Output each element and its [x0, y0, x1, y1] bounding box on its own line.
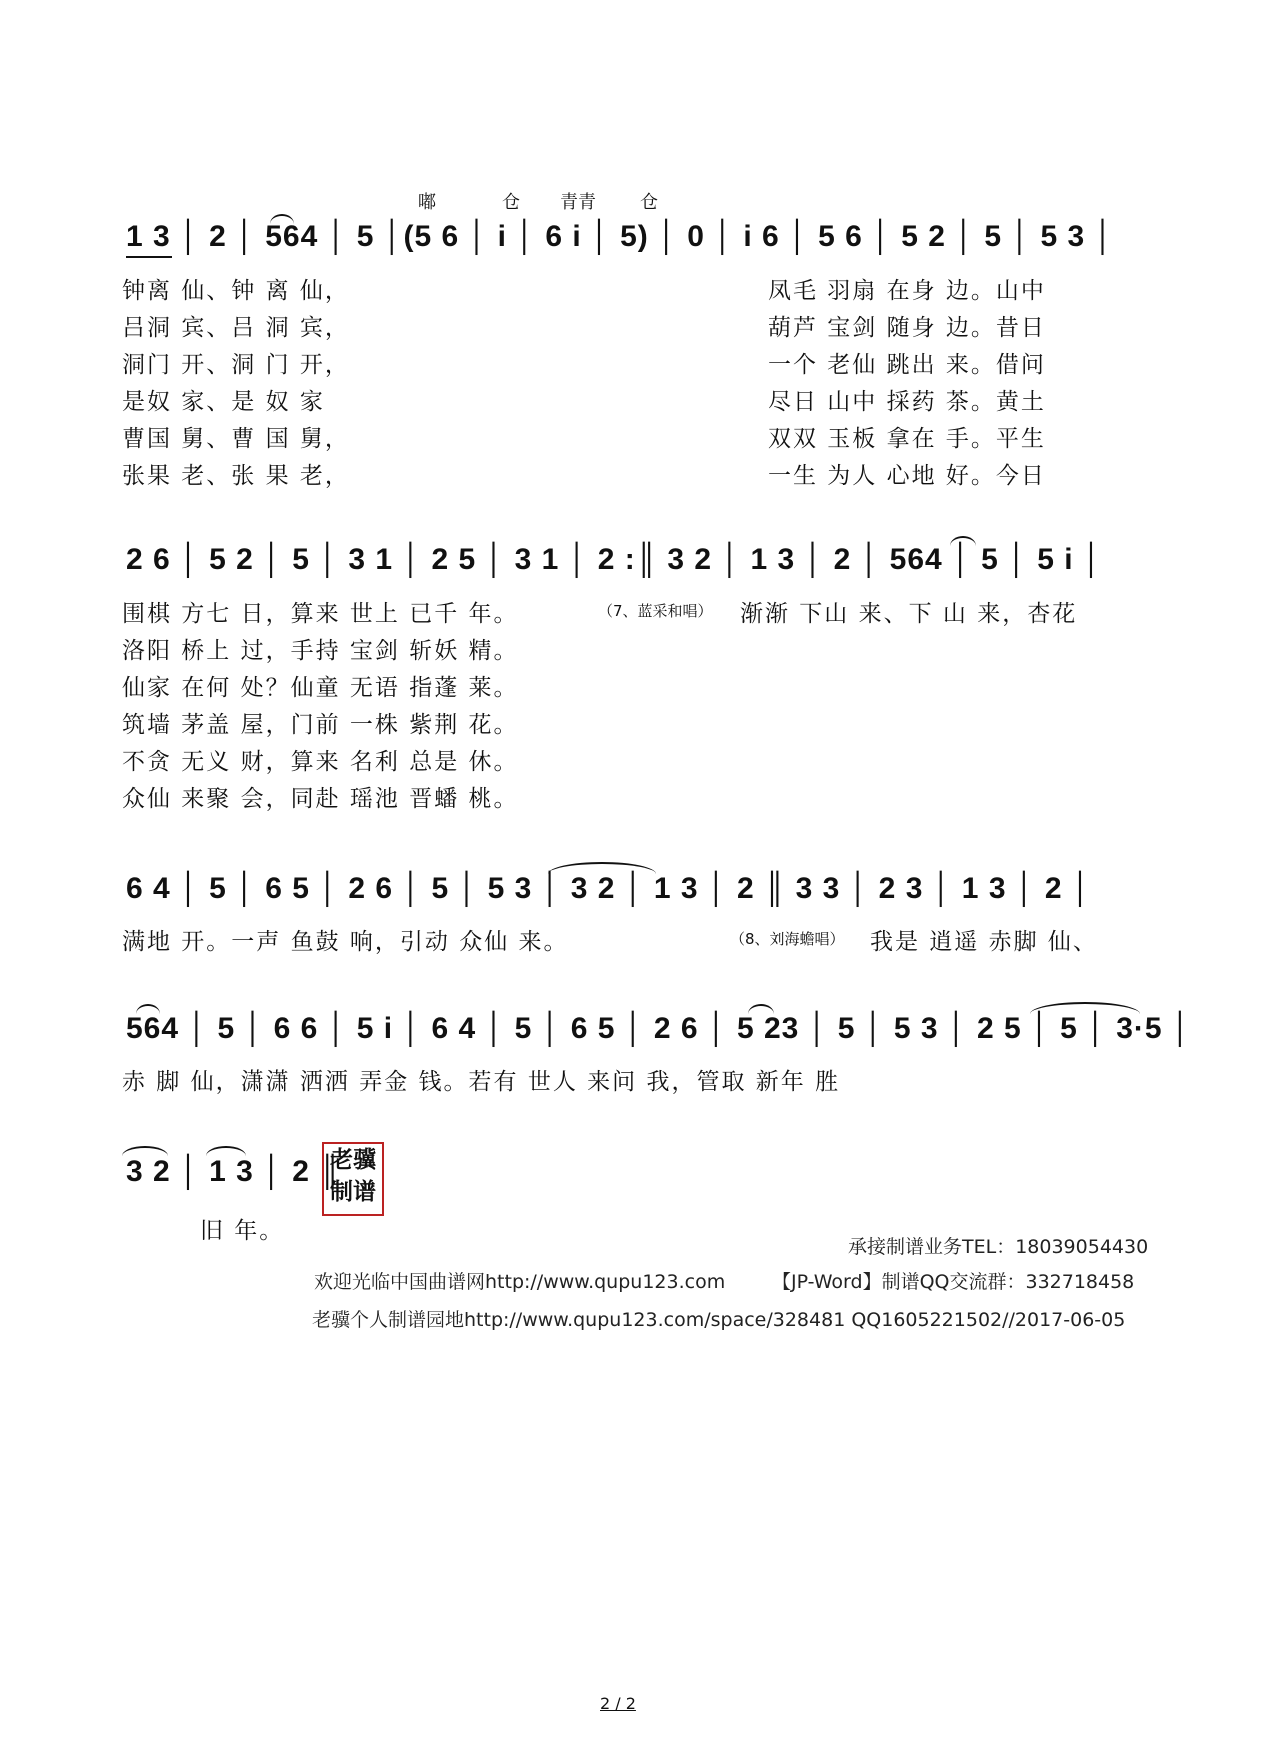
- cue-cang-1: 仓: [502, 192, 520, 213]
- credit-tel: 承接制谱业务TEL：18039054430: [848, 1236, 1149, 1258]
- lyric-l3-a: 满地 开。一声 鱼鼓 响，引动 众仙 来。: [122, 929, 569, 955]
- notation-line-2: 2 6 │ 5 2 │ 5 │ 3 1 │ 2 5 │ 3 1 │ 2 :║ 3 2 │ 1 3 │ 2 │ 564 │ 5 │ 5 i │: [126, 543, 1103, 576]
- stamp-line-2: 制谱: [330, 1179, 376, 1205]
- lyric-l1-left-3: 洞门 开、洞 门 开，: [122, 352, 350, 378]
- lyric-l2-tail: 渐渐 下山 来、下 山 来，杏花: [740, 601, 1078, 627]
- lyric-l2-6: 众仙 来聚 会，同赴 瑶池 晋蟠 桃。: [122, 786, 519, 812]
- lyric-l5: 旧 年。: [200, 1218, 285, 1244]
- stamp-line-1: 老骥: [330, 1147, 376, 1173]
- notation-line-3: 6 4 │ 5 │ 6 5 │ 2 6 │ 5 │ 5 3 │ 3 2 │ 1 3 │ 2 ║ 3 3 │ 2 3 │ 1 3 │ 2 │: [126, 872, 1092, 905]
- lyric-l1-right-4: 尽日 山中 採药 茶。黄土: [768, 389, 1046, 415]
- lyric-l2-5: 不贪 无义 财，算来 名利 总是 休。: [122, 749, 519, 775]
- lyric-l2-3: 仙家 在何 处？仙童 无语 指蓬 莱。: [122, 675, 519, 701]
- lyric-l2-note7: （7、蓝采和唱）: [598, 602, 713, 620]
- lyric-l1-right-1: 凤毛 羽扇 在身 边。山中: [768, 278, 1046, 304]
- tie-line5-a: [122, 1146, 168, 1156]
- lyric-l4: 赤 脚 仙，潇潇 洒洒 弄金 钱。若有 世人 来问 我，管取 新年 胜: [122, 1069, 841, 1095]
- notation-line-5: 3 2 │ 1 3 │ 2 ║: [126, 1155, 342, 1188]
- lyric-l1-left-6: 张果 老、张 果 老，: [122, 463, 350, 489]
- tie-line3-a: [548, 862, 656, 874]
- page-number: 2 / 2: [600, 1694, 636, 1713]
- lyric-l1-right-5: 双双 玉板 拿在 手。平生: [768, 426, 1046, 452]
- lyric-l2-2: 洛阳 桥上 过，手持 宝剑 斩妖 精。: [122, 638, 519, 664]
- tie-line1-a: [270, 214, 294, 224]
- credit-qq-group: 【JP-Word】制谱QQ交流群：332718458: [772, 1271, 1135, 1293]
- lyric-l1-left-5: 曹国 舅、曹 国 舅，: [122, 426, 350, 452]
- lyric-l1-left-4: 是奴 家、是 奴 家: [122, 389, 325, 415]
- lyric-l2-1: 围棋 方七 日，算来 世上 已千 年。: [122, 601, 519, 627]
- lyric-l1-right-6: 一生 为人 心地 好。今日: [768, 463, 1046, 489]
- cue-cang-2: 仓: [640, 192, 658, 213]
- lyric-l2-4: 筑墙 茅盖 屋，门前 一株 紫荆 花。: [122, 712, 519, 738]
- lyric-l1-right-3: 一个 老仙 跳出 来。借问: [768, 352, 1046, 378]
- stamp-box: [322, 1142, 384, 1216]
- notation-line-4: 564 │ 5 │ 6 6 │ 5 i │ 6 4 │ 5 │ 6 5 │ 2 6 │ 5 23 │ 5 │ 5 3 │ 2 5 │ 5 │ 3·5 │: [126, 1012, 1192, 1045]
- lyric-l1-left-1: 钟离 仙、钟 离 仙，: [122, 278, 350, 304]
- notation-line-1: 1 3 │ 2 │ 564 │ 5 │(5 6 │ i │ 6 i │ 5) │ 0 │ i 6 │ 5 6 │ 5 2 │ 5 │ 5 3 │: [126, 220, 1115, 253]
- tie-line4-c: [1030, 1002, 1140, 1014]
- underline-line1: [126, 256, 172, 258]
- tie-line5-b: [206, 1146, 246, 1156]
- lyric-l3-b: 我是 逍遥 赤脚 仙、: [870, 929, 1098, 955]
- lyric-l1-left-2: 吕洞 宾、吕 洞 宾，: [122, 315, 350, 341]
- lyric-l3-note8: （8、刘海蟾唱）: [730, 930, 845, 948]
- cue-du: 嘟: [418, 192, 436, 213]
- tie-line4-b: [748, 1004, 774, 1014]
- tie-line4-a: [136, 1004, 160, 1014]
- credit-personal: 老骥个人制谱园地http://www.qupu123.com/space/328481 QQ1605221502//2017-06-05: [312, 1309, 1126, 1331]
- tie-line2-a: [950, 536, 976, 546]
- lyric-l1-right-2: 葫芦 宝剑 随身 边。昔日: [768, 315, 1046, 341]
- credit-site: 欢迎光临中国曲谱网http://www.qupu123.com: [314, 1271, 726, 1293]
- cue-qingqing: 青青: [560, 192, 596, 213]
